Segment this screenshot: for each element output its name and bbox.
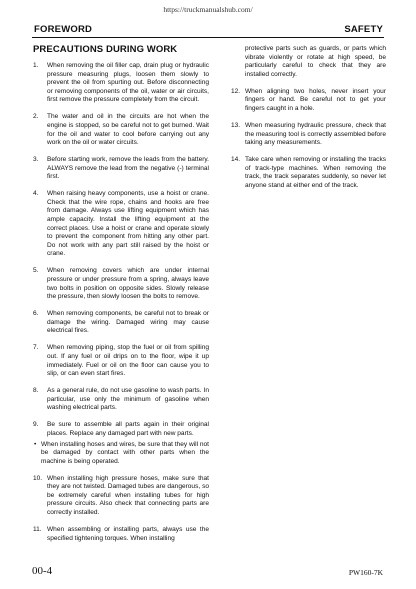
item-text: When aligning two holes, never insert your fingers or hand. Be careful not to get your fingers caught in a hole. — [245, 87, 386, 112]
item-text: Take care when removing or installing the tracks of track-type machines. When removing the track, the track separates suddenly, so never let anyone stand at either end of the track. — [245, 156, 386, 189]
item-text: When removing components, be careful not to break or damage the wiring. Damaged wiring may cause electrical fires. — [47, 310, 209, 335]
model-code: PW160-7K — [348, 568, 383, 577]
bullet-icon: • — [34, 440, 37, 448]
header-section-label: FOREWORD — [34, 24, 93, 35]
item-number: 5. — [33, 267, 39, 275]
header-topic-label: SAFETY — [344, 24, 383, 35]
item-number: 6. — [33, 310, 39, 318]
item-text: Be sure to assemble all parts again in their original places. Replace any damaged part with new parts. — [47, 421, 209, 437]
item-number: 13. — [231, 121, 241, 129]
left-column — [33, 44, 209, 552]
item-text: Before starting work, remove the leads from the battery. ALWAYS remove the lead from the negative (-) terminal first. — [47, 156, 209, 181]
page-number: 00-4 — [32, 565, 53, 577]
list-item — [231, 88, 386, 114]
list-item — [33, 62, 209, 105]
section-title: PRECAUTIONS DURING WORK — [33, 44, 178, 55]
item-text: The water and oil in the circuits are hot when the engine is stopped, so be careful not to get burned. Wait for the oil and water to cool before carrying out any work on the oil or water circuits. — [47, 113, 209, 147]
list-item — [33, 156, 209, 182]
item-number: 2. — [33, 113, 39, 121]
item-number: 10. — [33, 474, 43, 482]
source-url[interactable]: https://truckmanualshub.com/ — [163, 5, 253, 14]
list-item — [33, 526, 209, 543]
item-text: When raising heavy components, use a hoist or crane. Check that the wire rope, chains and hooks are free from damage. Always use lifting equipment which has ample capacity. Install the lifting equipment at the correct places. Use a hoist or crane and operate slowly to prevent the component from hitting any other part. Do not work with any part still raised by the hoist or crane. — [47, 190, 209, 258]
right-column — [231, 45, 386, 199]
bullet-item — [33, 441, 209, 467]
item-text: As a general rule, do not use gasoline to wash parts. In particular, use only the minimum of gasoline when washing electrical parts. — [47, 387, 209, 412]
item-text: protective parts such as guards, or parts which vibrate violently or rotate at high speed, be particularly careful to check that they are installed correctly. — [245, 45, 386, 78]
list-item — [33, 387, 209, 413]
item-number: 14. — [231, 156, 241, 164]
list-item — [33, 475, 209, 518]
item-text: When assembling or installing parts, always use the specified tightening torques. When installing — [47, 526, 209, 542]
list-item — [231, 156, 386, 190]
item-text: When removing the oil filler cap, drain plug or hydraulic pressure measuring plugs, loosen them slowly to prevent the oil from spurting out. Before disconnecting or removing components of the oil, water or air circuits, first remove the pressure completely from the circuit. — [47, 62, 209, 104]
item-text: When installing hoses and wires, be sure that they will not be damaged by contact with other parts when the machine is being operated. — [41, 440, 209, 465]
list-item — [33, 344, 209, 378]
list-item — [33, 113, 209, 147]
item-text: When measuring hydraulic pressure, check that the measuring tool is correctly assembled before taking any measurements. — [245, 121, 386, 147]
item-text: When removing piping, stop the fuel or oil from spilling out. If any fuel or oil drips on to the floor, wipe it up immediately. Fuel or oil on the floor can cause you to slip, or can even start fires. — [47, 344, 209, 378]
list-item — [231, 122, 386, 148]
header-rule — [32, 37, 384, 38]
item-number: 4. — [33, 190, 39, 198]
item-number: 1. — [33, 62, 39, 69]
item-number: 12. — [231, 87, 241, 95]
item-number: 8. — [33, 387, 39, 395]
item-number: 9. — [33, 421, 39, 429]
item-text: When installing high pressure hoses, make sure that they are not twisted. Damaged tubes are dangerous, so be extremely careful when installing tubes for high pressure circuits. Also check that connecting parts are correctly installed. — [47, 474, 209, 517]
list-item-continuation — [231, 45, 386, 79]
item-text: When removing covers which are under internal pressure or under pressure from a spring, always leave two bolts in position on opposite sides. Slowly release the pressure, then slowly loosen the bolts to remove. — [47, 267, 209, 301]
list-item — [33, 421, 209, 438]
item-number: 3. — [33, 156, 39, 164]
list-item — [33, 190, 209, 259]
item-number: 11. — [33, 526, 42, 534]
list-item — [33, 267, 209, 301]
list-item — [33, 310, 209, 336]
item-number: 7. — [33, 344, 39, 352]
